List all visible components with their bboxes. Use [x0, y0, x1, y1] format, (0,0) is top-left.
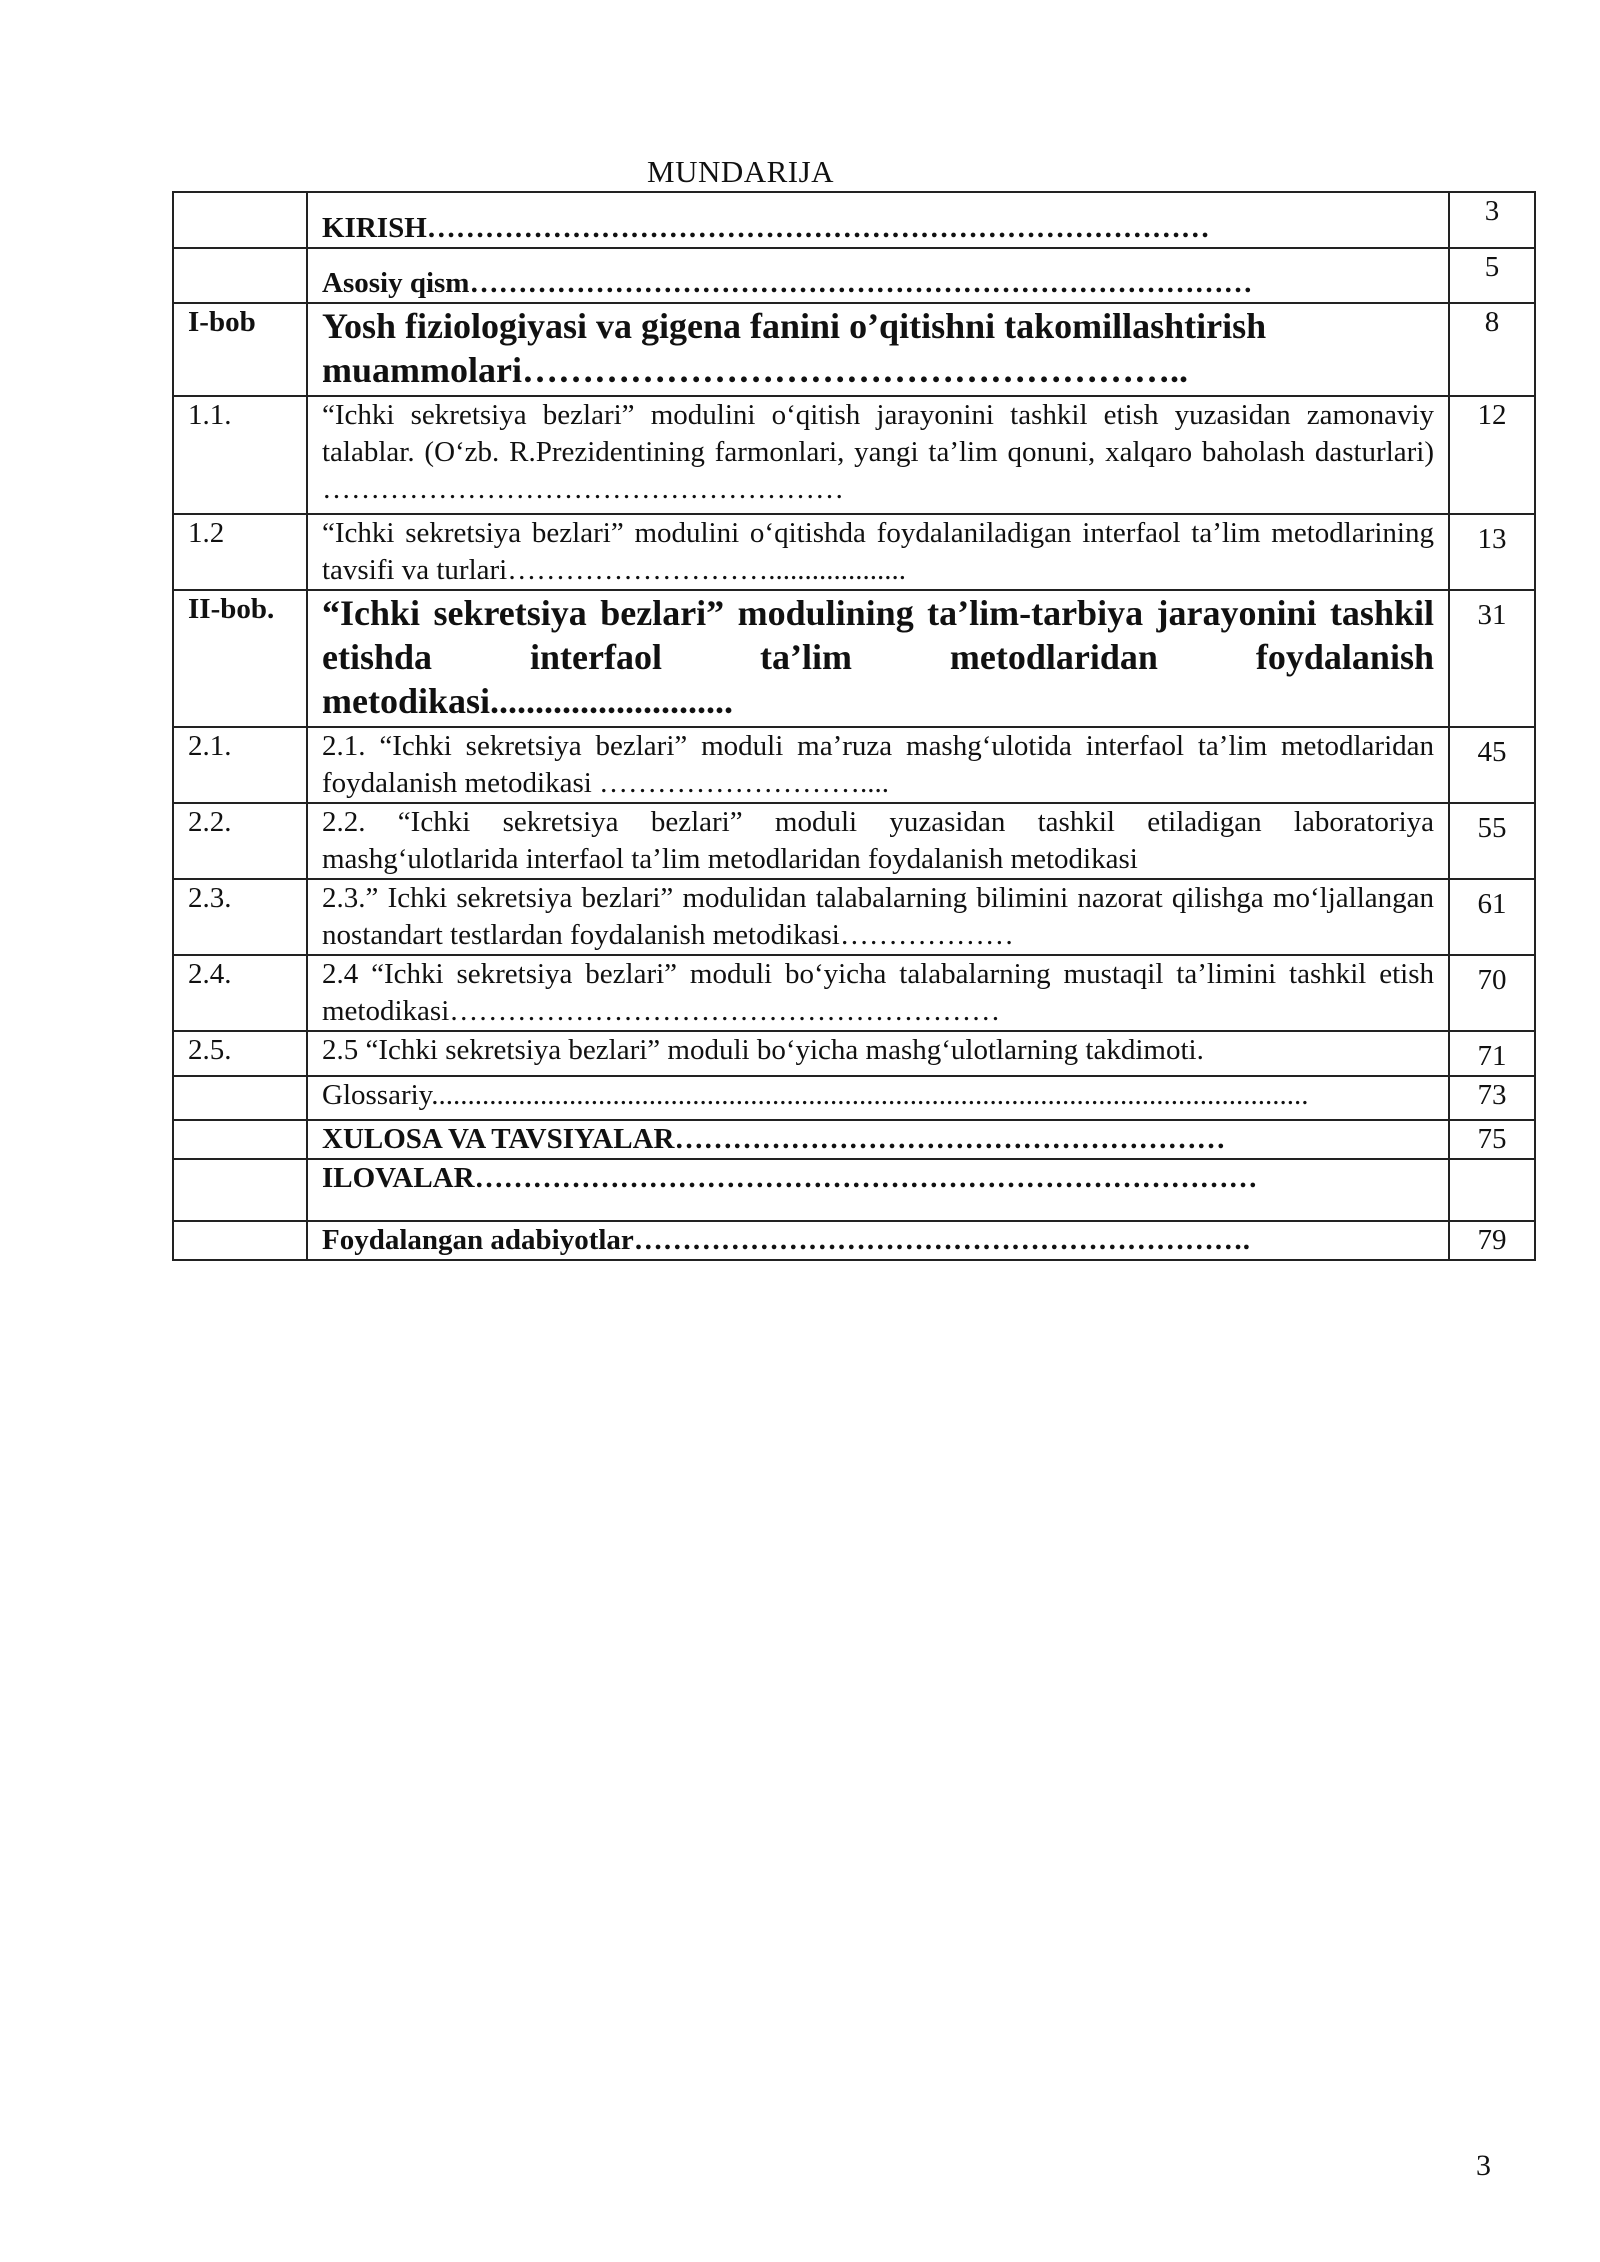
- toc-row: [173, 955, 1535, 1031]
- toc-section-number: 2.1.: [173, 727, 307, 803]
- toc-section-number: 1.2: [173, 514, 307, 590]
- toc-section-number: [173, 192, 307, 248]
- toc-section-number: [173, 248, 307, 303]
- toc-page-number: 75: [1449, 1120, 1535, 1159]
- toc-entry-title: XULOSA VA TAVSIYALAR…………………………………………………: [307, 1120, 1449, 1159]
- toc-page-number: 8: [1449, 303, 1535, 396]
- toc-entry-title: “Ichki sekretsiya bezlari” modulini o‘qitishda foydalaniladigan interfaol ta’lim metodlarining tavsifi va turlari………………………...................: [307, 514, 1449, 590]
- toc-entry-title: ILOVALAR………………………………………………………………………: [307, 1159, 1449, 1221]
- toc-page-number: 61: [1449, 879, 1535, 955]
- toc-entry-title: “Ichki sekretsiya bezlari” modulini o‘qitish jarayonini tashkil etish yuzasidan zamonaviy talablar. (O‘zb. R.Prezidentining farmonlari, yangi ta’lim qonuni, xalqaro baholash dasturlari) ………………………………………………: [307, 396, 1449, 514]
- toc-page-number: 70: [1449, 955, 1535, 1031]
- toc-page-number: 31: [1449, 590, 1535, 727]
- toc-row: [173, 879, 1535, 955]
- toc-title: MUNDARIJA: [647, 154, 835, 189]
- toc-page-number: 13: [1449, 514, 1535, 590]
- toc-row: [173, 1120, 1535, 1159]
- toc-page-number: 55: [1449, 803, 1535, 879]
- toc-row: [173, 1221, 1535, 1260]
- toc-entry-title: 2.3.” Ichki sekretsiya bezlari” modulidan talabalarning bilimini nazorat qilishga mo‘ljallangan nostandart testlardan foydalanish metodikasi………………: [307, 879, 1449, 955]
- toc-table: [172, 191, 1536, 1261]
- toc-section-number: I-bob: [173, 303, 307, 396]
- toc-entry-title: KIRISH………………………………………………………………………: [307, 192, 1449, 248]
- page-number: 3: [1476, 2149, 1491, 2182]
- toc-row: [173, 248, 1535, 303]
- toc-row: [173, 1076, 1535, 1120]
- toc-row: [173, 590, 1535, 727]
- toc-section-number: 2.5.: [173, 1031, 307, 1076]
- toc-row: [173, 192, 1535, 248]
- toc-section-number: 2.4.: [173, 955, 307, 1031]
- toc-section-number: [173, 1120, 307, 1159]
- toc-row: [173, 396, 1535, 514]
- toc-page-number: 45: [1449, 727, 1535, 803]
- toc-section-number: 1.1.: [173, 396, 307, 514]
- toc-page-number: 73: [1449, 1076, 1535, 1120]
- toc-row: [173, 514, 1535, 590]
- toc-row: [173, 727, 1535, 803]
- toc-section-number: 2.2.: [173, 803, 307, 879]
- toc-section-number: [173, 1159, 307, 1221]
- toc-entry-title: 2.4 “Ichki sekretsiya bezlari” moduli bo‘yicha talabalarning mustaqil ta’limini tashkil etish metodikasi…………………………………………………: [307, 955, 1449, 1031]
- toc-entry-title: Glossariy.........................................................................................................................: [307, 1076, 1449, 1120]
- toc-entry-title: Asosiy qism………………………………………………………………………: [307, 248, 1449, 303]
- toc-section-number: [173, 1221, 307, 1260]
- toc-row: [173, 1031, 1535, 1076]
- toc-row: [173, 303, 1535, 396]
- toc-row: [173, 1159, 1535, 1221]
- toc-page-number: 12: [1449, 396, 1535, 514]
- toc-section-number: II-bob.: [173, 590, 307, 727]
- toc-page-number: 79: [1449, 1221, 1535, 1260]
- toc-row: [173, 803, 1535, 879]
- toc-entry-title: 2.1. “Ichki sekretsiya bezlari” moduli ma’ruza mashg‘ulotida interfaol ta’lim metodlaridan foydalanish metodikasi ………………………....: [307, 727, 1449, 803]
- toc-entry-title: “Ichki sekretsiya bezlari” modulining ta’lim-tarbiya jarayonini tashkil etishda interfaol ta’lim metodlaridan foydalanish metodikasi...........................: [307, 590, 1449, 727]
- toc-section-number: [173, 1076, 307, 1120]
- toc-page-number: 71: [1449, 1031, 1535, 1076]
- toc-entry-title: Yosh fiziologiyasi va gigena fanini o’qitishni takomillashtirish muammolari………………………………………………..: [307, 303, 1449, 396]
- toc-page-number: 5: [1449, 248, 1535, 303]
- toc-entry-title: 2.2. “Ichki sekretsiya bezlari” moduli yuzasidan tashkil etiladigan laboratoriya mashg‘ulotlarida interfaol ta’lim metodlaridan foydalanish metodikasi: [307, 803, 1449, 879]
- toc-entry-title: 2.5 “Ichki sekretsiya bezlari” moduli bo‘yicha mashg‘ulotlarning takdimoti.: [307, 1031, 1449, 1076]
- toc-page-number: 3: [1449, 192, 1535, 248]
- toc-entry-title: Foydalangan adabiyotlar……………………………………………………….: [307, 1221, 1449, 1260]
- toc-section-number: 2.3.: [173, 879, 307, 955]
- toc-page-number: [1449, 1159, 1535, 1221]
